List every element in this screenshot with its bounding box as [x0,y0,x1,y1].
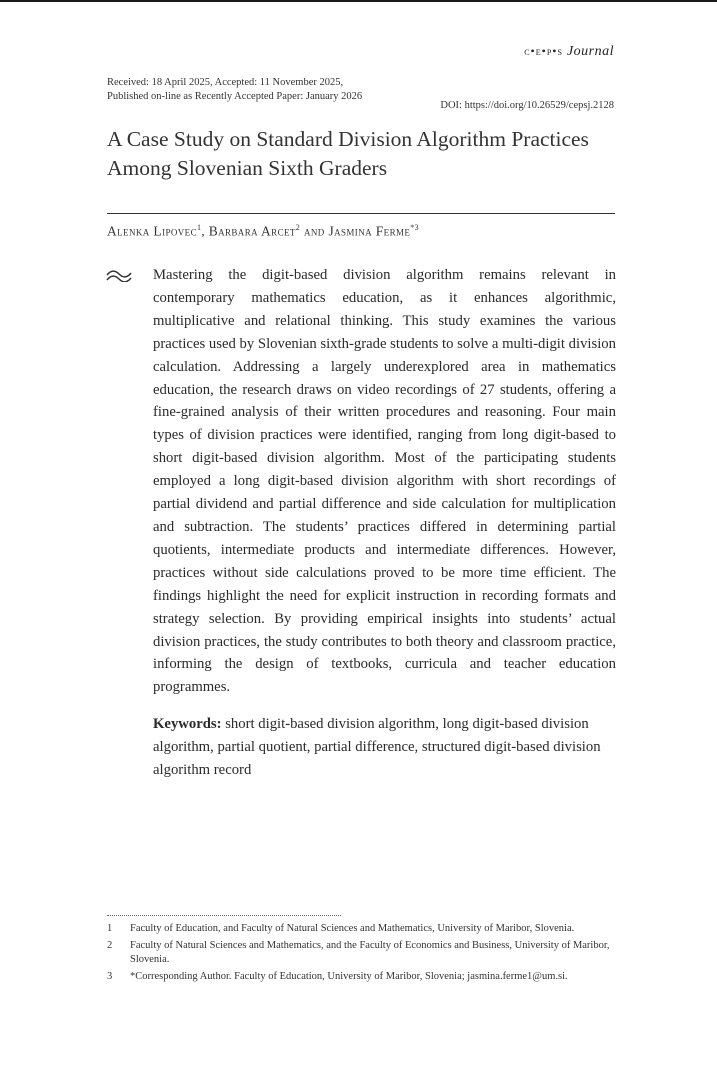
author-sep-2: and [300,223,329,239]
footnote-1-text: Faculty of Education, and Faculty of Natural Sciences and Mathematics, University of Maribor, Slovenia. [130,923,575,934]
journal-name-caps: c•e•p•s [524,44,563,58]
authors [107,223,627,239]
footnote-2-text: Faculty of Natural Sciences and Mathematics, and the Faculty of Economics and Business, University of Maribor, Slovenia. [130,939,610,965]
footnote-3-text: *Corresponding Author. Faculty of Education, University of Maribor, Slovenia; jasmina.ferme1@um.si. [130,970,568,982]
author-1: Alenka Lipovec [107,223,197,239]
keywords [153,713,616,782]
author-3: Jasmina Ferme [328,223,411,239]
author-3-sup: *3 [410,223,420,232]
top-border [0,0,717,2]
footnote-2-number: 2 [107,939,113,951]
footnote-3-number: 3 [107,970,113,982]
footnote-divider [107,915,341,916]
abstract: Mastering the digit-based division algorithm remains relevant in contemporary mathematics education, as it enhances algorithmic, multiplicative and relational thinking. This study examines the various practices used by Slovenian sixth-grade students to solve a multi-digit division calculation. Addressing a largely underexplored area in mathematics education, the research draws on video recordings of 27 students, offering a fine-grained analysis of their written procedures and reasoning. Four main types of division practices were identified, ranging from long digit-based to short digit-based division algorithm. Most of the participating students employed a long digit-based division algorithm with short recordings of partial dividend and partial difference and side calculation for multiplication and subtraction. The students’ practices differed in determining partial quotients, intermediate products and intermediate differences. However, practices without side calculations proved to be more time efficient. The findings highlight the need for explicit instruction in recording formats and strategy selection. By providing empirical insights into students’ actual division practices, the study contributes to both theory and classroom practice, informing the design of textbooks, curricula and teacher education programmes. [153,267,616,696]
author-1-sup: 1 [196,223,202,232]
doi: DOI: https://doi.org/10.26529/cepsj.2128 [440,100,614,111]
footnote-3 [107,970,617,985]
author-2-sup: 2 [295,223,301,232]
footnotes [107,922,617,986]
journal-name [524,44,614,60]
author-2: Barbara Arcet [208,223,296,239]
journal-name-italic: Journal [566,44,614,59]
footnote-1-number: 1 [107,923,113,934]
footnote-1 [107,922,617,937]
footnote-2 [107,939,617,968]
received-info [107,76,407,104]
paper-title: A Case Study on Standard Division Algorithm Practices Among Slovenian Sixth Graders [107,127,589,180]
keywords-label: Keywords: [153,716,222,732]
title-divider [107,213,615,214]
received-line-1: Received: 18 April 2025, Accepted: 11 November 2025, [107,77,344,88]
received-line-2: Published on-line as Recently Accepted Paper: January 2026 [107,91,363,102]
author-sep-1: , [201,223,209,239]
abstract-tilde-icon [106,270,132,282]
keywords-text: short digit-based division algorithm, long digit-based division algorithm, partial quotient, partial difference, structured digit-based division algorithm record [153,716,601,778]
